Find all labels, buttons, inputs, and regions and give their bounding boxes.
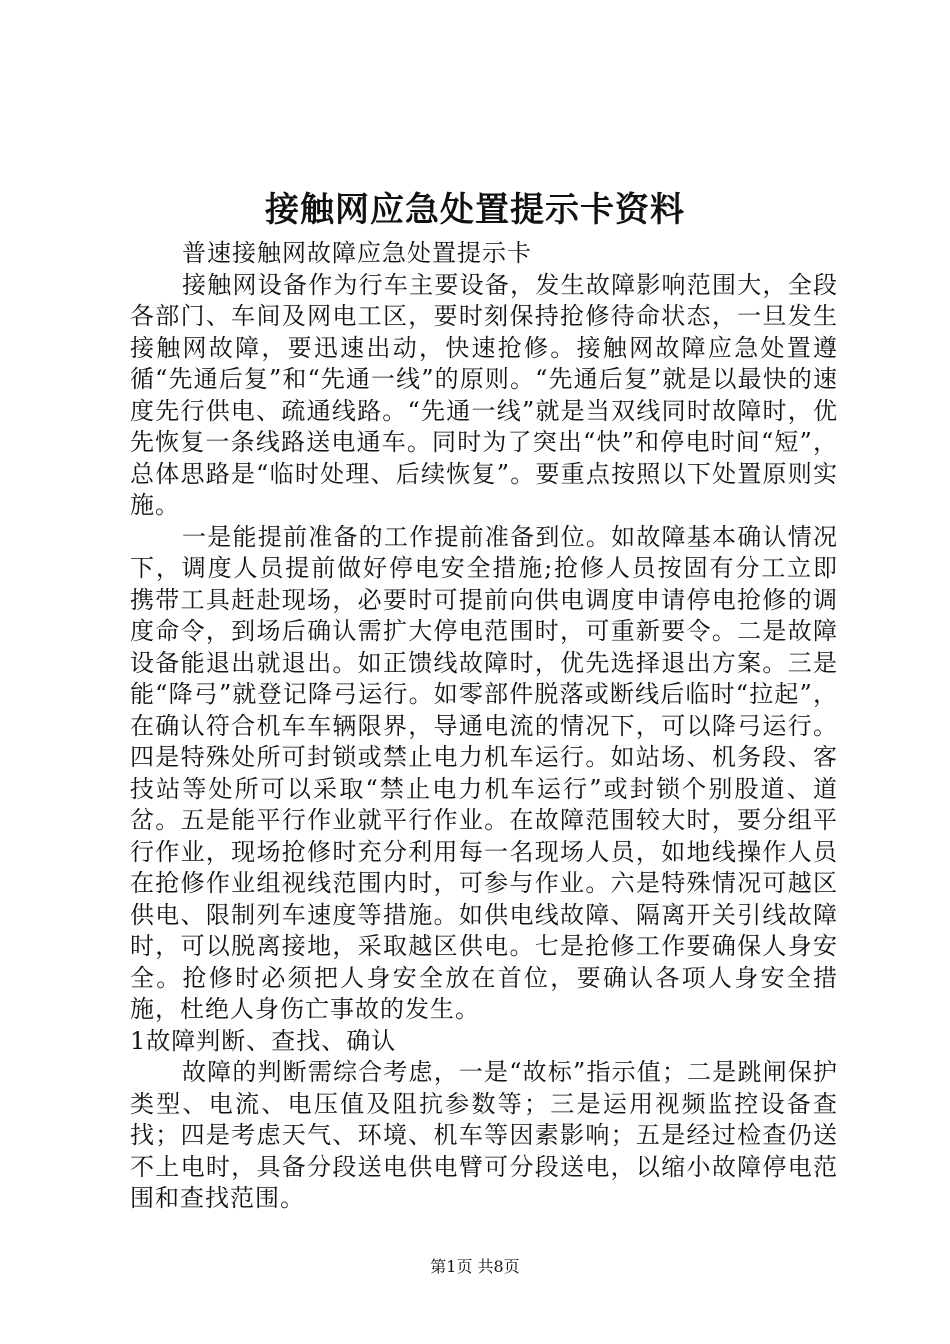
paragraph-intro: 接触网设备作为行车主要设备，发生故障影响范围大，全段各部门、车间及网电工区，要时刻保持抢修待命状态，一旦发生接触网故障，要迅速出动，快速抢修。接触网故障应急处置遵循“先通后复”和“先通一线”的原则。“先通后复”就是以最快的速度先行供电、疏通线路。“先通一线”就是当双线同时故障时，优先恢复一条线路送电通车。同时为了突出“快”和停电时间“短”，总体思路是“临时处理、后续恢复”。要重点按照以下处置原则实施。	[130, 270, 838, 519]
document-title: 接触网应急处置提示卡资料	[265, 190, 685, 230]
page-footer: 第1页 共8页	[430, 1257, 520, 1276]
section-heading: 1故障判断、查找、确认	[130, 1026, 397, 1055]
paragraph-principles: 一是能提前准备的工作提前准备到位。如故障基本确认情况下，调度人员提前做好停电安全措施;抢修人员按固有分工立即携带工具赶赴现场，必要时可提前向供电调度申请停电抢修的调度命令，到场后确认需扩大停电范围时，可重新要令。二是故障设备能退出就退出。如正馈线故障时，优先选择退出方案。三是能“降弓”就登记降弓运行。如零部件脱落或断线后临时“拉起”，在确认符合机车车辆限界，导通电流的情况下，可以降弓运行。四是特殊处所可封锁或禁止电力机车运行。如站场、机务段、客技站等处所可以采取“禁止电力机车运行”或封锁个别股道、道岔。五是能平行作业就平行作业。在故障范围较大时，要分组平行作业，现场抢修时充分利用每一名现场人员，如地线操作人员在抢修作业组视线范围内时，可参与作业。六是特殊情况可越区供电、限制列车速度等措施。如供电线故障、隔离开关引线故障时，可以脱离接地，采取越区供电。七是抢修工作要确保人身安全。抢修时必须把人身安全放在首位，要确认各项人身安全措施，杜绝人身伤亡事故的发生。	[130, 522, 838, 1023]
paragraph-fault-judgment: 故障的判断需综合考虑，一是“故标”指示值；二是跳闸保护类型、电流、电压值及阻抗参数等；三是运用视频监控设备查找；四是考虑天气、环境、机车等因素影响；五是经过检查仍送不上电时，具备分段送电供电臂可分段送电，以缩小故障停电范围和查找范围。	[130, 1058, 838, 1212]
paragraph-subtitle: 普速接触网故障应急处置提示卡	[182, 239, 532, 267]
document-body	[130, 238, 838, 1215]
